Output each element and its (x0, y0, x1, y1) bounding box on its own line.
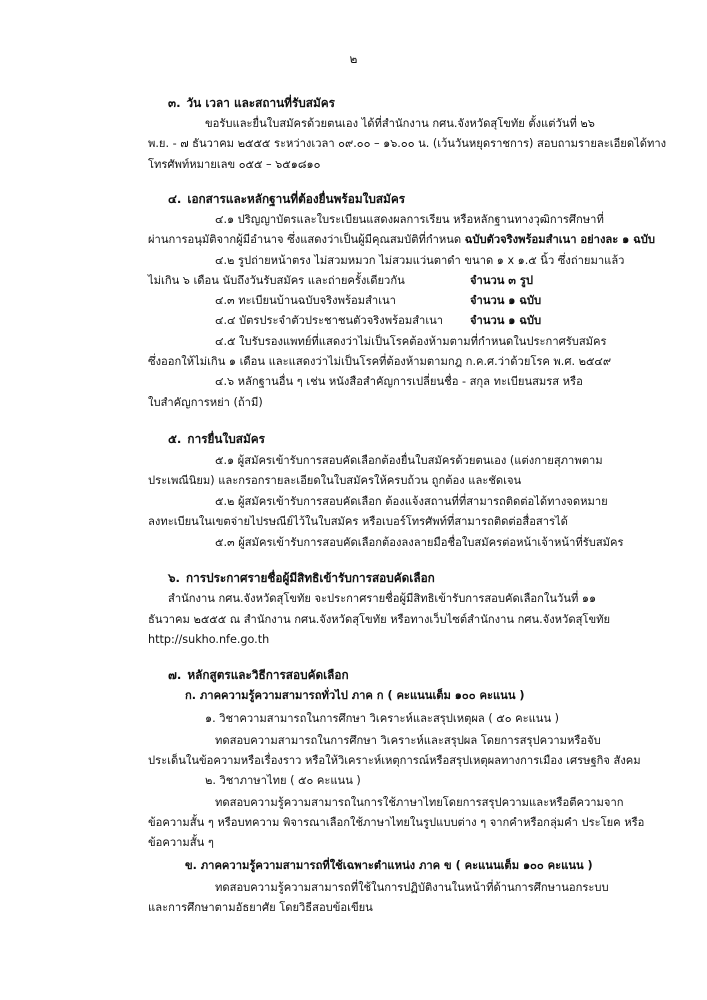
s4-item-5-line-1: ๔.๕ ใบรับรองแพทย์ที่แสดงว่าไม่เป็นโรคต้องห้ามตามที่กำหนดในประกาศรับสมัคร (215, 335, 607, 348)
section-3-heading (168, 95, 335, 111)
s7-b-desc-2: และการศึกษาตามอัธยาศัย โดยวิธีสอบข้อเขียน (148, 901, 373, 914)
s7-a2-desc-1: ทดสอบความรู้ความสามารถในการใช้ภาษาไทยโดยการสรุปความและหรือตีความจาก (215, 796, 624, 809)
s4-item-2-text: ไม่เกิน ๖ เดือน นับถึงวันรับสมัคร และถ่ายครั้งเดียวกัน (148, 274, 405, 287)
s5-item-3: ๕.๓ ผู้สมัครเข้ารับการสอบคัดเลือกต้องลงลายมือชื่อใบสมัครต่อหน้าเจ้าหน้าที่รับสมัคร (215, 536, 624, 549)
s7-a1-title: ๑. วิชาความสามารถในการศึกษา วิเคราะห์และสรุปเหตุผล ( ๕๐ คะแนน ) (205, 712, 560, 725)
page-number: ๒ (349, 52, 358, 66)
s7-a2-desc-2: ข้อความสั้น ๆ หรือบทความ พิจารณาเลือกใช้ภาษาไทยในรูปแบบต่าง ๆ จากคำหรือกลุ่มคำ ประโยค หรือ (148, 816, 645, 829)
s4-item-4 (215, 313, 675, 329)
s5-item-2-line-1: ๕.๒ ผู้สมัครเข้ารับการสอบคัดเลือก ต้องแจ้งสถานที่ที่สามารถติดต่อได้ทางจดหมาย (215, 495, 608, 508)
section-7-heading (168, 667, 349, 683)
s4-item-4-text: ๔.๔ บัตรประจำตัวประชาชนตัวจริงพร้อมสำเนา (215, 314, 444, 327)
section-6-heading (168, 570, 435, 586)
s7-a1-desc-2: ประเด็นในข้อความหรือเรื่องราว หรือให้วิเคราะห์เหตุการณ์หรือสรุปเหตุผลทางการเมือง เศรษฐกิจ สังคม (148, 754, 641, 767)
s4-item-2-line-2 (148, 273, 668, 289)
section-4-title: เอกสารและหลักฐานที่ต้องยื่นพร้อมใบสมัคร (187, 192, 406, 206)
s6-line-2: ธันวาคม ๒๕๕๕ ณ สำนักงาน กศน.จังหวัดสุโขทัย หรือทางเว็บไซต์สำนักงาน กศน.จังหวัดสุโขทัย (148, 613, 611, 626)
s4-item-4-amount: จำนวน ๑ ฉบับ (470, 314, 542, 327)
s4-item-1-line-1: ๔.๑ ปริญญาบัตรและใบระเบียนแสดงผลการเรียน หรือหลักฐานทางวุฒิการศึกษาที่ (215, 213, 604, 226)
s4-item-6-line-1: ๔.๖ หลักฐานอื่น ๆ เช่น หนังสือสำคัญการเปลี่ยนชื่อ - สกุล ทะเบียนสมรส หรือ (215, 375, 583, 388)
section-4-heading (168, 191, 405, 207)
s6-line-1: สำนักงาน กศน.จังหวัดสุโขทัย จะประกาศรายชื่อผู้มีสิทธิเข้ารับการสอบคัดเลือกในวันที่ ๑๑ (168, 592, 597, 605)
s4-item-3-amount: จำนวน ๑ ฉบับ (470, 294, 542, 307)
section-6-number: ๖. (168, 571, 180, 585)
s6-url: http://sukho.nfe.go.th (148, 633, 270, 646)
section-7-number: ๗. (168, 668, 182, 682)
s4-item-1-line-2 (148, 232, 655, 248)
s4-item-3 (215, 293, 675, 309)
s7-b-desc-1: ทดสอบความรู้ความสามารถที่ใช้ในการปฏิบัติงานในหน้าที่ด้านการศึกษานอกระบบ (215, 881, 609, 894)
s7-a2-desc-3: ข้อความสั้น ๆ (148, 836, 214, 849)
s7-part-b-title: ข. ภาคความรู้ความสามารถที่ใช้เฉพาะตำแหน่ง ภาค ข ( คะแนนเต็ม ๑๐๐ คะแนน ) (185, 859, 593, 872)
section-3-number: ๓. (168, 96, 181, 110)
s4-item-5-line-2: ซึ่งออกให้ไม่เกิน ๑ เดือน และแสดงว่าไม่เป็นโรคที่ต้องห้ามตามกฎ ก.ค.ศ.ว่าด้วยโรค พ.ศ. ๒๕๔๙ (148, 355, 612, 368)
s4-item-3-text: ๔.๓ ทะเบียนบ้านฉบับจริงพร้อมสำเนา (215, 294, 396, 307)
s3-line-3: โทรศัพท์หมายเลข ๐๕๕ – ๖๕๑๘๑๐ (148, 158, 321, 171)
s5-item-2-line-2: ลงทะเบียนในเขตจ่ายไปรษณีย์ไว้ในใบสมัคร หรือเบอร์โทรศัพท์ที่สามารถติดต่อสื่อสารได้ (148, 515, 568, 528)
s5-item-1-line-1: ๕.๑ ผู้สมัครเข้ารับการสอบคัดเลือกต้องยื่นใบสมัครด้วยตนเอง (แต่งกายสุภาพตาม (215, 454, 603, 467)
s7-a1-desc-1: ทดสอบความสามารถในการศึกษา วิเคราะห์และสรุปผล โดยการสรุปความหรือจับ (215, 734, 601, 747)
section-5-heading (168, 431, 265, 447)
section-6-title: การประกาศรายชื่อผู้มีสิทธิเข้ารับการสอบคัดเลือก (185, 571, 435, 585)
s4-item-2-line-1: ๔.๒ รูปถ่ายหน้าตรง ไม่สวมหมวก ไม่สวมแว่นตาดำ ขนาด ๑ x ๑.๕ นิ้ว ซึ่งถ่ายมาแล้ว (215, 254, 625, 267)
s7-a2-title: ๒. วิชาภาษาไทย ( ๕๐ คะแนน ) (205, 774, 361, 787)
s7-part-a-title: ก. ภาคความรู้ความสามารถทั่วไป ภาค ก ( คะแนนเต็ม ๑๐๐ คะแนน ) (185, 689, 525, 702)
section-4-number: ๔. (168, 192, 182, 206)
s3-line-2: พ.ย. - ๗ ธันวาคม ๒๕๕๕ ระหว่างเวลา ๐๙.๐๐ – ๑๖.๐๐ น. (เว้นวันหยุดราชการ) สอบถามรายละเอียดได้ทาง (148, 137, 667, 150)
s4-item-6-line-2: ใบสำคัญการหย่า (ถ้ามี) (148, 396, 263, 409)
s4-item-2-amount: จำนวน ๓ รูป (470, 274, 533, 287)
s4-item-1-bold-text: ฉบับตัวจริงพร้อมสำเนา อย่างละ ๑ ฉบับ (464, 233, 655, 246)
section-5-number: ๕. (168, 432, 182, 446)
s3-line-1: ขอรับและยื่นใบสมัครด้วยตนเอง ได้ที่สำนักงาน กศน.จังหวัดสุโขทัย ตั้งแต่วันที่ ๒๖ (205, 117, 595, 130)
section-5-title: การยื่นใบสมัคร (187, 432, 265, 446)
section-7-title: หลักสูตรและวิธีการสอบคัดเลือก (187, 668, 349, 682)
section-3-title: วัน เวลา และสถานที่รับสมัคร (186, 96, 335, 110)
s5-item-1-line-2: ประเพณีนิยม) และกรอกรายละเอียดในใบสมัครให้ครบถ้วน ถูกต้อง และชัดเจน (148, 474, 522, 487)
s4-item-1-text: ผ่านการอนุมัติจากผู้มีอำนาจ ซึ่งแสดงว่าเป็นผู้มีคุณสมบัติที่กำหนด (148, 233, 465, 246)
